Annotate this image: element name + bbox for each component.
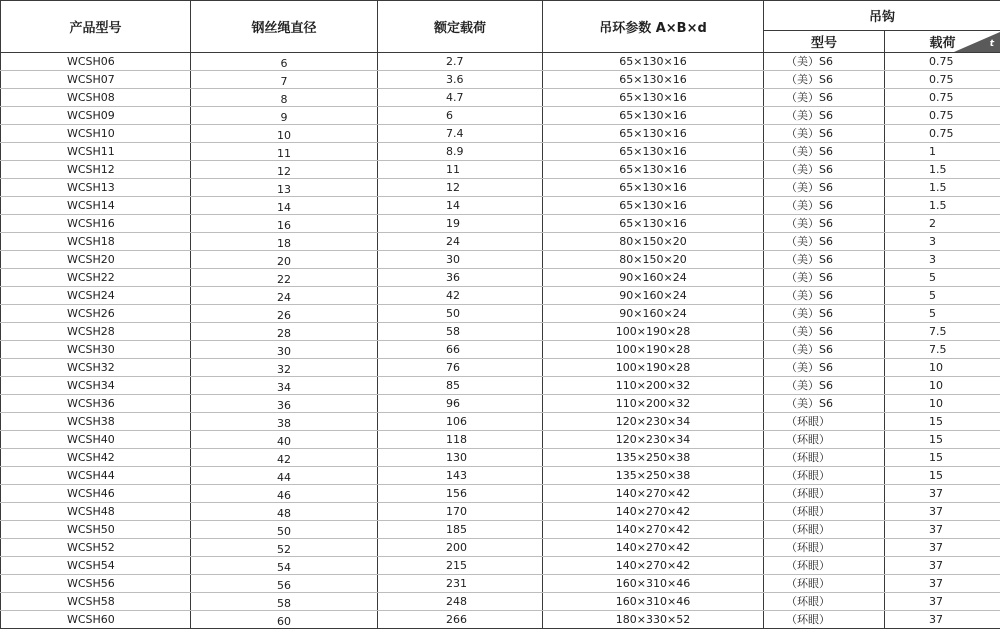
table-row	[1, 251, 1000, 269]
table-row	[1, 467, 1000, 485]
table-row	[1, 377, 1000, 395]
cell-rope-diameter: 56	[191, 575, 378, 593]
cell-hook-type: （环眼）	[764, 467, 885, 485]
cell-rope-diameter: 54	[191, 557, 378, 575]
cell-hook-load: 10	[885, 377, 1000, 395]
cell-rope-diameter: 34	[191, 377, 378, 395]
table-row	[1, 449, 1000, 467]
cell-hook-type: （环眼）	[764, 539, 885, 557]
table-row	[1, 341, 1000, 359]
table-row	[1, 431, 1000, 449]
cell-rated-load: 42	[378, 287, 543, 305]
cell-hook-load: 5	[885, 305, 1000, 323]
cell-rated-load: 58	[378, 323, 543, 341]
cell-rope-diameter: 9	[191, 107, 378, 125]
cell-rope-diameter: 50	[191, 521, 378, 539]
cell-rope-diameter: 46	[191, 485, 378, 503]
cell-ring-params: 135×250×38	[543, 449, 764, 467]
table-row	[1, 485, 1000, 503]
cell-rated-load: 12	[378, 179, 543, 197]
cell-hook-type: （美）S6	[764, 107, 885, 125]
cell-hook-type: （美）S6	[764, 395, 885, 413]
cell-ring-params: 140×270×42	[543, 539, 764, 557]
cell-hook-load: 5	[885, 287, 1000, 305]
cell-hook-load: 2	[885, 215, 1000, 233]
cell-rated-load: 96	[378, 395, 543, 413]
cell-model: WCSH48	[1, 503, 191, 521]
cell-rated-load: 85	[378, 377, 543, 395]
table-row	[1, 53, 1000, 71]
cell-rope-diameter: 36	[191, 395, 378, 413]
cell-rope-diameter: 7	[191, 71, 378, 89]
cell-rope-diameter: 11	[191, 143, 378, 161]
cell-ring-params: 65×130×16	[543, 179, 764, 197]
cell-rope-diameter: 38	[191, 413, 378, 431]
cell-ring-params: 65×130×16	[543, 197, 764, 215]
table-row	[1, 269, 1000, 287]
cell-model: WCSH14	[1, 197, 191, 215]
cell-hook-type: （环眼）	[764, 521, 885, 539]
cell-model: WCSH38	[1, 413, 191, 431]
cell-model: WCSH56	[1, 575, 191, 593]
cell-ring-params: 160×310×46	[543, 575, 764, 593]
cell-hook-type: （环眼）	[764, 593, 885, 611]
cell-hook-load: 10	[885, 359, 1000, 377]
table-row	[1, 215, 1000, 233]
cell-hook-load: 15	[885, 467, 1000, 485]
cell-hook-type: （美）S6	[764, 341, 885, 359]
cell-hook-load: 15	[885, 413, 1000, 431]
cell-rated-load: 14	[378, 197, 543, 215]
cell-ring-params: 65×130×16	[543, 89, 764, 107]
cell-model: WCSH12	[1, 161, 191, 179]
cell-rope-diameter: 20	[191, 251, 378, 269]
cell-ring-params: 110×200×32	[543, 377, 764, 395]
cell-hook-load: 10	[885, 395, 1000, 413]
cell-hook-type: （美）S6	[764, 359, 885, 377]
table-row	[1, 359, 1000, 377]
cell-hook-type: （环眼）	[764, 485, 885, 503]
cell-hook-load: 37	[885, 521, 1000, 539]
table-row	[1, 107, 1000, 125]
cell-rated-load: 19	[378, 215, 543, 233]
cell-hook-load: 37	[885, 575, 1000, 593]
cell-rope-diameter: 42	[191, 449, 378, 467]
cell-model: WCSH54	[1, 557, 191, 575]
cell-rope-diameter: 14	[191, 197, 378, 215]
cell-ring-params: 80×150×20	[543, 251, 764, 269]
cell-rope-diameter: 18	[191, 233, 378, 251]
cell-rope-diameter: 44	[191, 467, 378, 485]
cell-rope-diameter: 6	[191, 53, 378, 71]
cell-hook-type: （美）S6	[764, 89, 885, 107]
table-body	[1, 53, 1000, 629]
cell-rated-load: 156	[378, 485, 543, 503]
table-row	[1, 575, 1000, 593]
cell-hook-load: 5	[885, 269, 1000, 287]
cell-hook-load: 37	[885, 593, 1000, 611]
cell-model: WCSH42	[1, 449, 191, 467]
cell-hook-type: （美）S6	[764, 197, 885, 215]
cell-model: WCSH10	[1, 125, 191, 143]
cell-model: WCSH20	[1, 251, 191, 269]
cell-ring-params: 65×130×16	[543, 161, 764, 179]
cell-model: WCSH50	[1, 521, 191, 539]
cell-hook-load: 1.5	[885, 197, 1000, 215]
cell-model: WCSH32	[1, 359, 191, 377]
cell-hook-load: 37	[885, 539, 1000, 557]
cell-hook-type: （美）S6	[764, 71, 885, 89]
table-row	[1, 161, 1000, 179]
cell-hook-type: （美）S6	[764, 287, 885, 305]
cell-rope-diameter: 32	[191, 359, 378, 377]
table-row	[1, 593, 1000, 611]
cell-hook-load: 37	[885, 557, 1000, 575]
cell-hook-type: （美）S6	[764, 215, 885, 233]
cell-rated-load: 143	[378, 467, 543, 485]
cell-rope-diameter: 28	[191, 323, 378, 341]
cell-hook-load: 15	[885, 449, 1000, 467]
cell-model: WCSH40	[1, 431, 191, 449]
header-hook-load-label: 载荷	[929, 36, 956, 51]
cell-model: WCSH30	[1, 341, 191, 359]
cell-rated-load: 215	[378, 557, 543, 575]
cell-rated-load: 185	[378, 521, 543, 539]
cell-model: WCSH06	[1, 53, 191, 71]
cell-rated-load: 8.9	[378, 143, 543, 161]
cell-model: WCSH52	[1, 539, 191, 557]
cell-hook-type: （美）S6	[764, 53, 885, 71]
cell-rated-load: 30	[378, 251, 543, 269]
cell-model: WCSH24	[1, 287, 191, 305]
header-row-top	[1, 1, 1000, 31]
cell-ring-params: 80×150×20	[543, 233, 764, 251]
cell-ring-params: 65×130×16	[543, 53, 764, 71]
cell-rope-diameter: 12	[191, 161, 378, 179]
cell-hook-load: 3	[885, 251, 1000, 269]
cell-rated-load: 4.7	[378, 89, 543, 107]
table-row	[1, 413, 1000, 431]
cell-ring-params: 100×190×28	[543, 341, 764, 359]
cell-model: WCSH46	[1, 485, 191, 503]
table-row	[1, 287, 1000, 305]
cell-hook-load: 7.5	[885, 341, 1000, 359]
cell-ring-params: 120×230×34	[543, 431, 764, 449]
cell-rated-load: 66	[378, 341, 543, 359]
cell-ring-params: 65×130×16	[543, 125, 764, 143]
cell-hook-type: （环眼）	[764, 575, 885, 593]
cell-ring-params: 140×270×42	[543, 557, 764, 575]
cell-hook-type: （环眼）	[764, 431, 885, 449]
table-row	[1, 197, 1000, 215]
table-row	[1, 323, 1000, 341]
cell-model: WCSH07	[1, 71, 191, 89]
header-rope-diameter: 钢丝绳直径	[191, 1, 378, 53]
table-row	[1, 305, 1000, 323]
cell-hook-type: （美）S6	[764, 305, 885, 323]
cell-model: WCSH08	[1, 89, 191, 107]
cell-model: WCSH16	[1, 215, 191, 233]
cell-rope-diameter: 22	[191, 269, 378, 287]
header-hook-load	[885, 31, 1000, 53]
cell-rated-load: 50	[378, 305, 543, 323]
table-row	[1, 89, 1000, 107]
header-ring-params: 吊环参数 A×B×d	[543, 1, 764, 53]
cell-rope-diameter: 10	[191, 125, 378, 143]
cell-hook-load: 0.75	[885, 89, 1000, 107]
cell-model: WCSH09	[1, 107, 191, 125]
cell-rated-load: 24	[378, 233, 543, 251]
cell-ring-params: 90×160×24	[543, 287, 764, 305]
cell-model: WCSH18	[1, 233, 191, 251]
cell-rope-diameter: 8	[191, 89, 378, 107]
cell-hook-load: 37	[885, 611, 1000, 629]
cell-hook-load: 37	[885, 485, 1000, 503]
cell-rope-diameter: 48	[191, 503, 378, 521]
cell-ring-params: 65×130×16	[543, 143, 764, 161]
cell-hook-load: 1.5	[885, 179, 1000, 197]
cell-hook-load: 0.75	[885, 107, 1000, 125]
cell-rope-diameter: 40	[191, 431, 378, 449]
cell-model: WCSH28	[1, 323, 191, 341]
cell-model: WCSH26	[1, 305, 191, 323]
cell-ring-params: 110×200×32	[543, 395, 764, 413]
cell-rope-diameter: 13	[191, 179, 378, 197]
header-rated-load: 额定载荷	[378, 1, 543, 53]
cell-hook-load: 15	[885, 431, 1000, 449]
cell-rated-load: 200	[378, 539, 543, 557]
cell-model: WCSH58	[1, 593, 191, 611]
cell-rope-diameter: 60	[191, 611, 378, 629]
table-row	[1, 143, 1000, 161]
table-row	[1, 179, 1000, 197]
cell-ring-params: 90×160×24	[543, 269, 764, 287]
cell-rated-load: 3.6	[378, 71, 543, 89]
cell-rope-diameter: 58	[191, 593, 378, 611]
cell-ring-params: 140×270×42	[543, 485, 764, 503]
cell-hook-load: 0.75	[885, 125, 1000, 143]
cell-ring-params: 65×130×16	[543, 107, 764, 125]
table-row	[1, 233, 1000, 251]
cell-ring-params: 140×270×42	[543, 503, 764, 521]
cell-hook-type: （美）S6	[764, 377, 885, 395]
unit-label: t	[989, 39, 995, 49]
header-hook-type: 型号	[764, 31, 885, 53]
cell-ring-params: 160×310×46	[543, 593, 764, 611]
cell-model: WCSH34	[1, 377, 191, 395]
cell-ring-params: 90×160×24	[543, 305, 764, 323]
cell-model: WCSH36	[1, 395, 191, 413]
cell-ring-params: 180×330×52	[543, 611, 764, 629]
cell-hook-type: （环眼）	[764, 557, 885, 575]
table-row	[1, 521, 1000, 539]
cell-ring-params: 100×190×28	[543, 359, 764, 377]
cell-hook-type: （环眼）	[764, 449, 885, 467]
cell-hook-type: （美）S6	[764, 179, 885, 197]
cell-hook-type: （环眼）	[764, 413, 885, 431]
cell-rated-load: 11	[378, 161, 543, 179]
cell-hook-type: （美）S6	[764, 143, 885, 161]
cell-rated-load: 248	[378, 593, 543, 611]
cell-ring-params: 120×230×34	[543, 413, 764, 431]
cell-hook-type: （美）S6	[764, 269, 885, 287]
header-hook: 吊钩	[764, 1, 1000, 31]
cell-model: WCSH22	[1, 269, 191, 287]
table-row	[1, 557, 1000, 575]
table-row	[1, 611, 1000, 629]
cell-hook-type: （美）S6	[764, 251, 885, 269]
cell-rope-diameter: 16	[191, 215, 378, 233]
cell-hook-type: （美）S6	[764, 233, 885, 251]
cell-hook-load: 1.5	[885, 161, 1000, 179]
table-row	[1, 539, 1000, 557]
cell-rated-load: 2.7	[378, 53, 543, 71]
header-model: 产品型号	[1, 1, 191, 53]
cell-rope-diameter: 26	[191, 305, 378, 323]
cell-rope-diameter: 30	[191, 341, 378, 359]
cell-rope-diameter: 52	[191, 539, 378, 557]
cell-hook-load: 0.75	[885, 53, 1000, 71]
cell-rated-load: 106	[378, 413, 543, 431]
cell-ring-params: 65×130×16	[543, 71, 764, 89]
cell-rope-diameter: 24	[191, 287, 378, 305]
cell-hook-load: 7.5	[885, 323, 1000, 341]
cell-hook-type: （环眼）	[764, 611, 885, 629]
cell-model: WCSH44	[1, 467, 191, 485]
cell-ring-params: 65×130×16	[543, 215, 764, 233]
cell-model: WCSH60	[1, 611, 191, 629]
cell-ring-params: 100×190×28	[543, 323, 764, 341]
cell-rated-load: 231	[378, 575, 543, 593]
cell-hook-type: （美）S6	[764, 161, 885, 179]
cell-model: WCSH13	[1, 179, 191, 197]
cell-rated-load: 130	[378, 449, 543, 467]
table-row	[1, 125, 1000, 143]
cell-rated-load: 170	[378, 503, 543, 521]
cell-rated-load: 76	[378, 359, 543, 377]
cell-ring-params: 140×270×42	[543, 521, 764, 539]
cell-rated-load: 36	[378, 269, 543, 287]
cell-rated-load: 7.4	[378, 125, 543, 143]
cell-hook-type: （美）S6	[764, 323, 885, 341]
table-row	[1, 71, 1000, 89]
cell-rated-load: 118	[378, 431, 543, 449]
cell-hook-load: 1	[885, 143, 1000, 161]
cell-rated-load: 266	[378, 611, 543, 629]
table-row	[1, 503, 1000, 521]
cell-model: WCSH11	[1, 143, 191, 161]
cell-ring-params: 135×250×38	[543, 467, 764, 485]
cell-hook-load: 37	[885, 503, 1000, 521]
cell-rated-load: 6	[378, 107, 543, 125]
cell-hook-load: 0.75	[885, 71, 1000, 89]
table-row	[1, 395, 1000, 413]
cell-hook-type: （环眼）	[764, 503, 885, 521]
cell-hook-load: 3	[885, 233, 1000, 251]
cell-hook-type: （美）S6	[764, 125, 885, 143]
